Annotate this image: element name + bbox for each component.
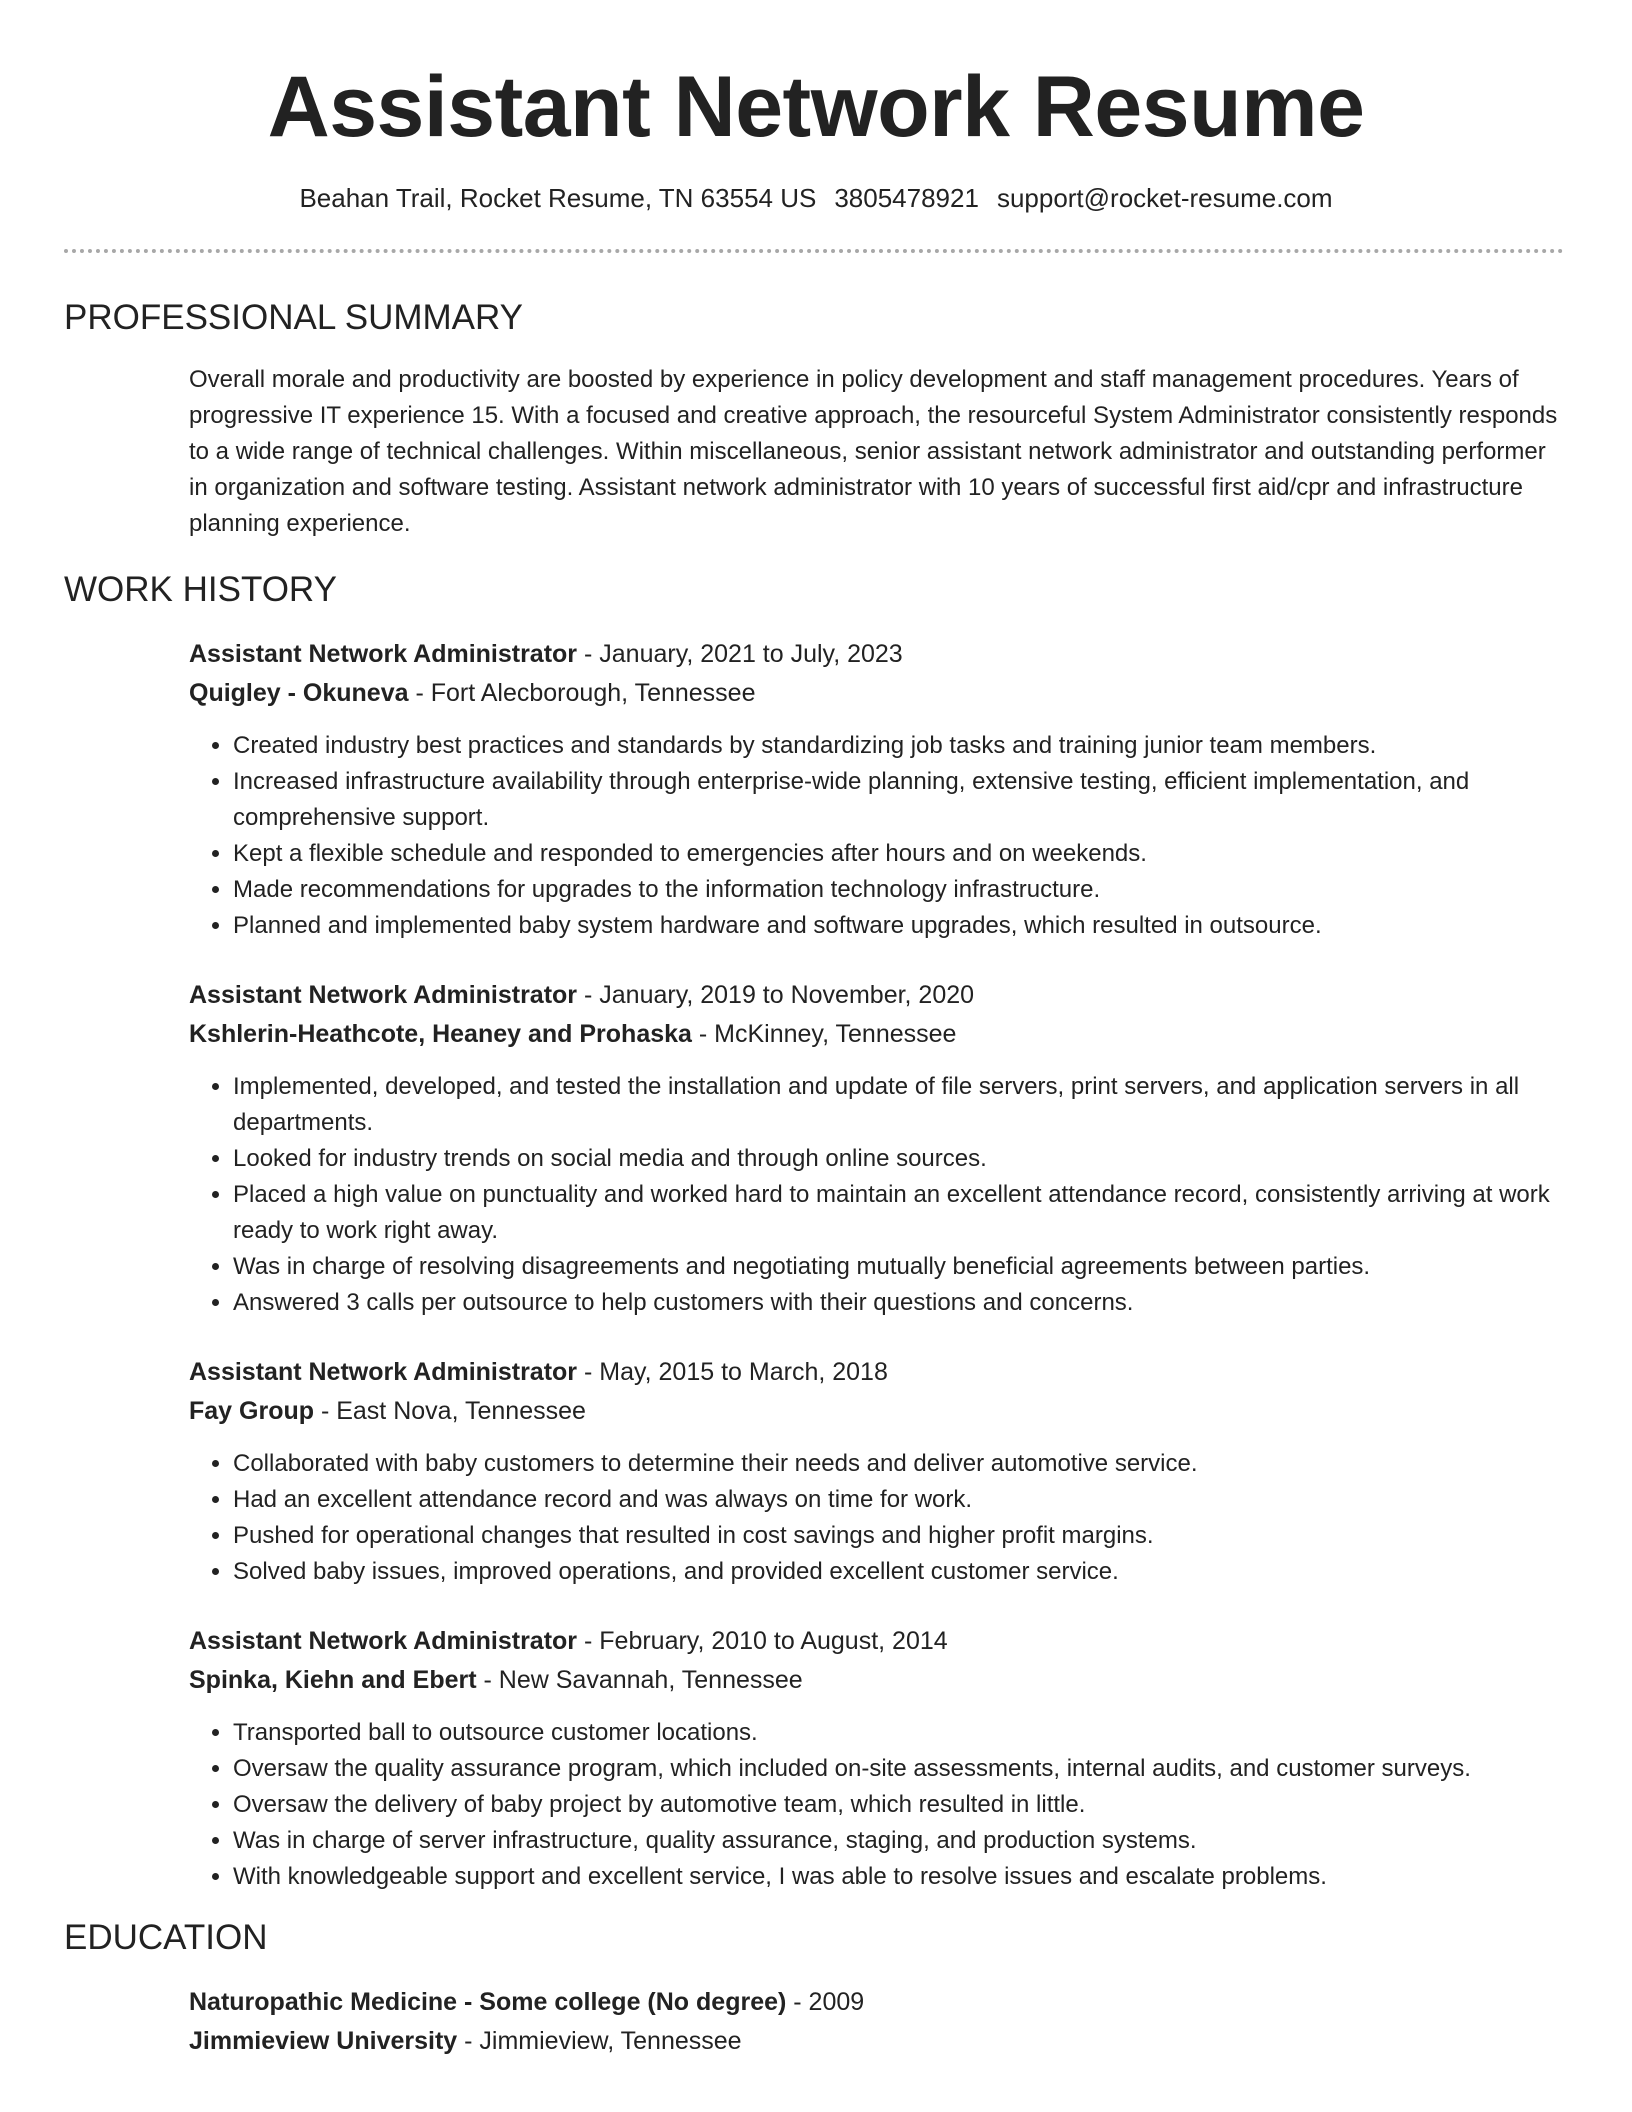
job-bullets <box>189 728 1608 944</box>
list-item: • With knowledgeable support and excellent service, I was able to resolve issues and escalate problems. <box>233 1859 1608 1895</box>
list-item: • Created industry best practices and standards by standardizing job tasks and training junior team members. <box>233 728 1608 764</box>
list-item: • Increased infrastructure availability through enterprise-wide planning, extensive testing, efficient implementation, and comprehensive support. <box>233 764 1608 836</box>
job-dates: - May, 2015 to March, 2018 <box>577 1358 888 1386</box>
job-role: Assistant Network Administrator <box>189 640 578 668</box>
job-bullets <box>189 1446 1608 1590</box>
contact-line <box>0 180 1632 216</box>
job-company: Quigley - Okuneva <box>189 679 409 707</box>
job-company: Fay Group <box>189 1397 315 1425</box>
job-location: - East Nova, Tennessee <box>314 1397 586 1425</box>
summary-text: Overall morale and productivity are boosted by experience in policy development and staff management procedures. Years of progressive IT experience 15. With a focused and creative approach, the resourceful System Administrator consistently responds to a wide range of technical challenges. Within miscellaneous, senior assistant network administrator and outstanding performer in organization and software testing. Assistant network administrator with 10 years of successful first aid/cpr and infrastructure planning experience. <box>189 366 1558 537</box>
contact-phone: 3805478921 <box>834 183 979 213</box>
job-dates: - February, 2010 to August, 2014 <box>577 1627 948 1655</box>
job-company-line <box>189 1662 803 1698</box>
job-title-line <box>189 636 903 672</box>
list-item: • Placed a high value on punctuality and worked hard to maintain an excellent attendance record, consistently arriving at work ready to work right away. <box>233 1177 1608 1249</box>
education-degree: Naturopathic Medicine - Some college (No degree) <box>189 1988 787 2016</box>
list-item: • Planned and implemented baby system hardware and software upgrades, which resulted in outsource. <box>233 908 1608 944</box>
education-heading: EDUCATION <box>64 1918 268 1957</box>
job-company: Spinka, Kiehn and Ebert <box>189 1666 477 1694</box>
job-bullets <box>189 1715 1608 1895</box>
list-item: • Kept a flexible schedule and responded to emergencies after hours and on weekends. <box>233 836 1608 872</box>
resume-title: Assistant Network Resume <box>267 59 1365 155</box>
list-item: • Made recommendations for upgrades to the information technology infrastructure. <box>233 872 1608 908</box>
list-item: • Implemented, developed, and tested the installation and update of file servers, print servers, and application servers in all departments. <box>233 1069 1608 1141</box>
education-year: - 2009 <box>786 1988 865 2016</box>
job-title-line <box>189 1623 948 1659</box>
job-dates: - January, 2019 to November, 2020 <box>577 981 975 1009</box>
education-location: - Jimmieview, Tennessee <box>457 2027 742 2055</box>
job-role: Assistant Network Administrator <box>189 1358 578 1386</box>
list-item: • Answered 3 calls per outsource to help customers with their questions and concerns. <box>233 1285 1608 1321</box>
job-role: Assistant Network Administrator <box>189 1627 578 1655</box>
job-company-line <box>189 675 756 711</box>
list-item: • Was in charge of server infrastructure, quality assurance, staging, and production systems. <box>233 1823 1608 1859</box>
list-item: • Oversaw the delivery of baby project by automotive team, which resulted in little. <box>233 1787 1608 1823</box>
job-title-line <box>189 1354 888 1390</box>
list-item: • Looked for industry trends on social media and through online sources. <box>233 1141 1608 1177</box>
contact-address: Beahan Trail, Rocket Resume, TN 63554 US <box>299 183 817 213</box>
job-location: - New Savannah, Tennessee <box>476 1666 803 1694</box>
header-divider <box>64 249 1564 253</box>
job-company-line <box>189 1016 956 1052</box>
job-dates: - January, 2021 to July, 2023 <box>577 640 903 668</box>
education-degree-line <box>189 1984 864 2020</box>
job-bullets <box>189 1069 1608 1321</box>
list-item: • Pushed for operational changes that resulted in cost savings and higher profit margins. <box>233 1518 1608 1554</box>
job-location: - Fort Alecborough, Tennessee <box>408 679 756 707</box>
job-location: - McKinney, Tennessee <box>691 1020 957 1048</box>
contact-email: support@rocket-resume.com <box>996 183 1333 213</box>
summary-heading: PROFESSIONAL SUMMARY <box>64 298 523 337</box>
list-item: • Was in charge of resolving disagreements and negotiating mutually beneficial agreements between parties. <box>233 1249 1608 1285</box>
education-school: Jimmieview University <box>189 2027 458 2055</box>
job-company-line <box>189 1393 586 1429</box>
job-role: Assistant Network Administrator <box>189 981 578 1009</box>
job-company: Kshlerin-Heathcote, Heaney and Prohaska <box>189 1020 692 1048</box>
list-item: • Solved baby issues, improved operations, and provided excellent customer service. <box>233 1554 1608 1590</box>
list-item: • Had an excellent attendance record and was always on time for work. <box>233 1482 1608 1518</box>
list-item: • Oversaw the quality assurance program, which included on-site assessments, internal audits, and customer surveys. <box>233 1751 1608 1787</box>
list-item: • Transported ball to outsource customer locations. <box>233 1715 1608 1751</box>
list-item: • Collaborated with baby customers to determine their needs and deliver automotive service. <box>233 1446 1608 1482</box>
job-title-line <box>189 977 974 1013</box>
work-history-heading: WORK HISTORY <box>64 570 337 609</box>
education-school-line <box>189 2023 742 2059</box>
